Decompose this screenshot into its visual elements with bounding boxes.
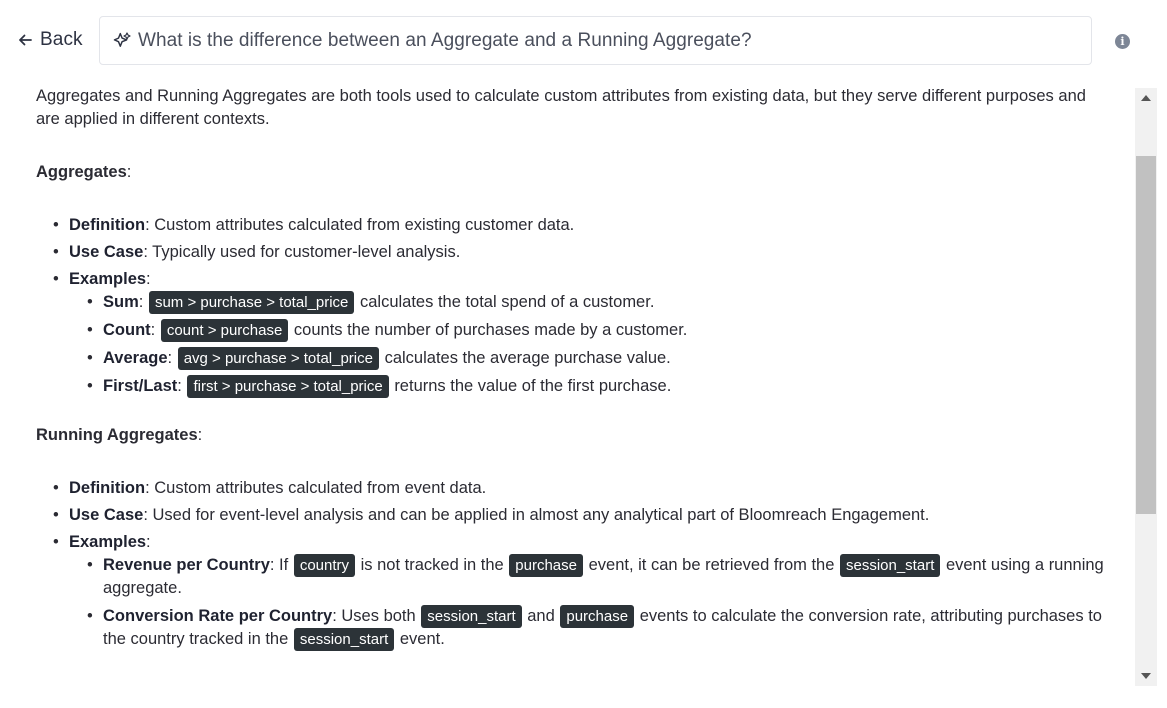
example-name: Revenue per Country — [103, 556, 270, 574]
aggregates-list — [36, 214, 1111, 398]
list-item: • Examples: • Sum: sum > purchase > total_price calculates the total spend of a customer. • Count: count > purchase counts the number of purchases made by a customer. • Average: avg > purchase > total_price calculates the average purchase value. • First/Last: first > purchase > total_price returns the value of the first purchase. — [69, 268, 1111, 398]
example-item — [103, 605, 1111, 651]
example-text: and — [527, 607, 555, 625]
example-text: events to calculate the conversion rate, attributing purchases to the country tracked in the — [103, 607, 1102, 648]
code-snippet: purchase — [509, 554, 583, 577]
back-button[interactable] — [16, 26, 83, 54]
example-name: Conversion Rate per Country — [103, 607, 333, 625]
example-name: Sum — [103, 293, 139, 311]
example-text: event. — [399, 630, 445, 648]
running-title: Running Aggregates — [36, 426, 198, 444]
list-item — [69, 241, 1111, 264]
example-text: counts the number of purchases made by a customer. — [293, 321, 688, 339]
running-examples — [69, 554, 1111, 651]
top-bar — [0, 0, 1167, 84]
code-snippet: first > purchase > total_price — [187, 375, 388, 398]
code-snippet: country — [294, 554, 355, 577]
example-text: event using a running aggregate. — [103, 556, 1104, 597]
list-item — [69, 504, 1111, 527]
definition-label: Definition — [69, 479, 146, 497]
arrow-left-icon — [16, 31, 34, 49]
intro-paragraph: Aggregates and Running Aggregates are both tools used to calculate custom attributes from existing data, but they serve different purposes and are applied in different contexts. — [36, 87, 1086, 128]
usecase-label: Use Case — [69, 506, 144, 524]
example-name: First/Last — [103, 377, 178, 395]
scroll-down-icon[interactable] — [1135, 666, 1157, 686]
example-text: event, it can be retrieved from the — [588, 556, 835, 574]
answer-content — [36, 84, 1111, 704]
example-text: calculates the total spend of a customer. — [359, 293, 655, 311]
example-item: • Average: avg > purchase > total_price calculates the average purchase value. — [103, 347, 1111, 370]
list-item: • Examples: • Revenue per Country: If country is not tracked in the purchase event, it can be retrieved from the session_start event using a running aggregate. • Conversion Rate per Country: Uses both session_start and purchase events to calculate the conversion rate, attributing purchases to the country tracked in the session_start event. — [69, 531, 1111, 651]
back-label: Back — [40, 29, 83, 50]
list-item — [69, 214, 1111, 237]
example-name: Average — [103, 349, 168, 367]
code-snippet: session_start — [421, 605, 521, 628]
usecase-text: : Used for event-level analysis and can be applied in almost any analytical part of Bloomreach Engagement. — [143, 506, 930, 524]
scroll-thumb[interactable] — [1136, 156, 1156, 514]
example-text: : If — [269, 556, 289, 574]
example-item: • Sum: sum > purchase > total_price calculates the total spend of a customer. — [103, 291, 1111, 314]
usecase-label: Use Case — [69, 243, 144, 261]
definition-text: : Custom attributes calculated from existing customer data. — [145, 216, 575, 234]
example-text: : Uses both — [332, 607, 416, 625]
code-snippet: sum > purchase > total_price — [149, 291, 354, 314]
sparkle-icon — [112, 31, 132, 51]
example-text: is not tracked in the — [360, 556, 504, 574]
example-item: • Count: count > purchase counts the number of purchases made by a customer. — [103, 319, 1111, 342]
example-text: returns the value of the first purchase. — [394, 377, 672, 395]
example-name: Count — [103, 321, 151, 339]
definition-label: Definition — [69, 216, 146, 234]
info-icon[interactable]: i — [1115, 34, 1130, 49]
example-text: calculates the average purchase value. — [384, 349, 671, 367]
aggregate-examples — [69, 291, 1111, 398]
aggregates-heading: Aggregates: — [36, 163, 132, 181]
code-snippet: avg > purchase > total_price — [178, 347, 379, 370]
running-aggregates-heading: Running Aggregates: — [36, 426, 203, 444]
aggregates-title: Aggregates — [36, 163, 127, 181]
examples-label: Examples — [69, 270, 147, 288]
examples-label: Examples — [69, 533, 147, 551]
code-snippet: session_start — [294, 628, 394, 651]
scroll-up-icon[interactable] — [1135, 88, 1157, 108]
running-aggregates-list — [36, 477, 1111, 651]
list-item — [69, 477, 1111, 500]
vertical-scrollbar[interactable] — [1135, 88, 1157, 686]
definition-text: : Custom attributes calculated from event data. — [145, 479, 487, 497]
example-item — [103, 554, 1111, 600]
usecase-text: : Typically used for customer-level analysis. — [143, 243, 461, 261]
example-item: • First/Last: first > purchase > total_price returns the value of the first purchase. — [103, 375, 1111, 398]
query-box[interactable] — [99, 16, 1092, 65]
code-snippet: purchase — [560, 605, 634, 628]
query-text: What is the difference between an Aggregate and a Running Aggregate? — [138, 29, 752, 51]
code-snippet: session_start — [840, 554, 940, 577]
code-snippet: count > purchase — [161, 319, 289, 342]
